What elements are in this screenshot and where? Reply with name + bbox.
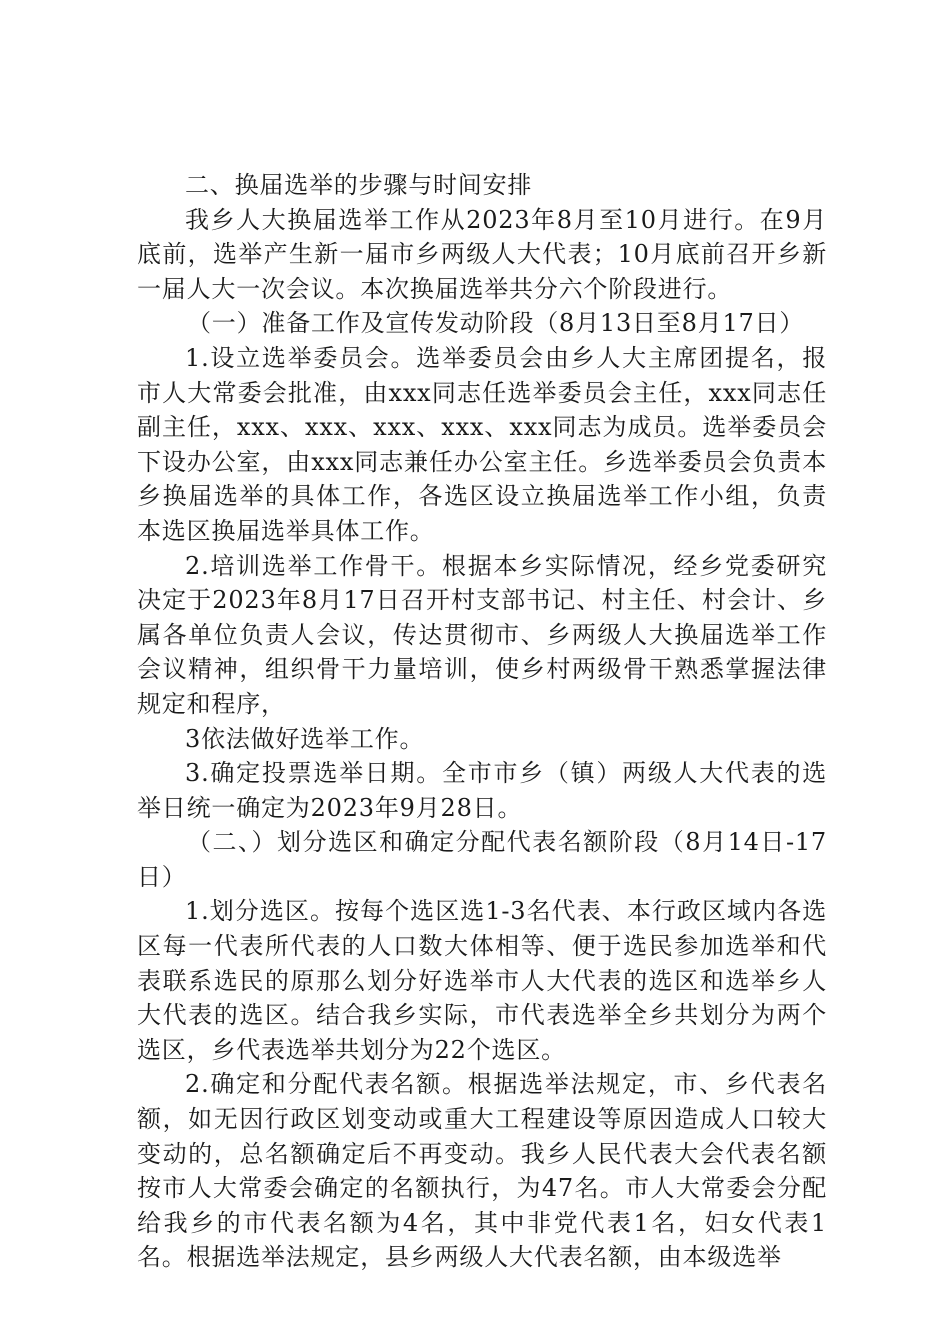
paragraph-districts: 1.划分选区。按每个选区选1-3名代表、本行政区域内各选区每一代表所代表的人口数大体相等、便于选民参加选举和代表联系选民的原那么划分好选举市人大代表的选区和选举乡人大代表的选区。结合我乡实际，市代表选举全乡共划分为两个选区，乡代表选举共划分为22个选区。 [137, 897, 827, 1064]
paragraph-election-committee: 1.设立选举委员会。选举委员会由乡人大主席团提名，报市人大常委会批准，由xxx同志任选举委员会主任，xxx同志任副主任，xxx、xxx、xxx、xxx、xxx同志为成员。选举委员会下设办公室，由xxx同志兼任办公室主任。乡选举委员会负责本乡换届选举的具体工作，各选区设立换届选举工作小组，负责本选区换届选举具体工作。 [137, 343, 827, 545]
section-heading: 二、换届选举的步骤与时间安排 [185, 171, 533, 199]
stage-one-heading: （一）准备工作及宣传发动阶段（8月13日至8月17日） [187, 309, 805, 338]
paragraph-quota: 2.确定和分配代表名额。根据选举法规定，市、乡代表名额，如无因行政区划变动或重大工程建设等原因造成人口较大变动的，总名额确定后不再变动。我乡人民代表大会代表名额按市人大常委会确定的名额执行，为47名。市人大常委会分配给我乡的市代表名额为4名，其中非党代表1名，妇女代表1名。根据选举法规定，县乡两级人大代表名额，由本级选举 [137, 1070, 827, 1272]
paragraph-lawful-election: 3依法做好选举工作。 [185, 724, 425, 753]
paragraph-voting-date: 3.确定投票选举日期。全市市乡（镇）两级人大代表的选举日统一确定为2023年9月28日。 [137, 759, 827, 822]
paragraph-training: 2.培训选举工作骨干。根据本乡实际情况，经乡党委研究决定于2023年8月17日召开村支部书记、村主任、村会计、乡属各单位负责人会议，传达贯彻市、乡两级人大换届选举工作会议精神，组织骨干力量培训，使乡村两级骨干熟悉掌握法律规定和程序， [137, 551, 827, 718]
document-body [137, 168, 827, 1275]
stage-two-heading: （二、）划分选区和确定分配代表名额阶段（8月14日-17日） [137, 828, 827, 891]
paragraph-overview: 我乡人大换届选举工作从2023年8月至10月进行。在9月底前，选举产生新一届市乡两级人大代表；10月底前召开乡新一届人大一次会议。本次换届选举共分六个阶段进行。 [137, 205, 827, 303]
